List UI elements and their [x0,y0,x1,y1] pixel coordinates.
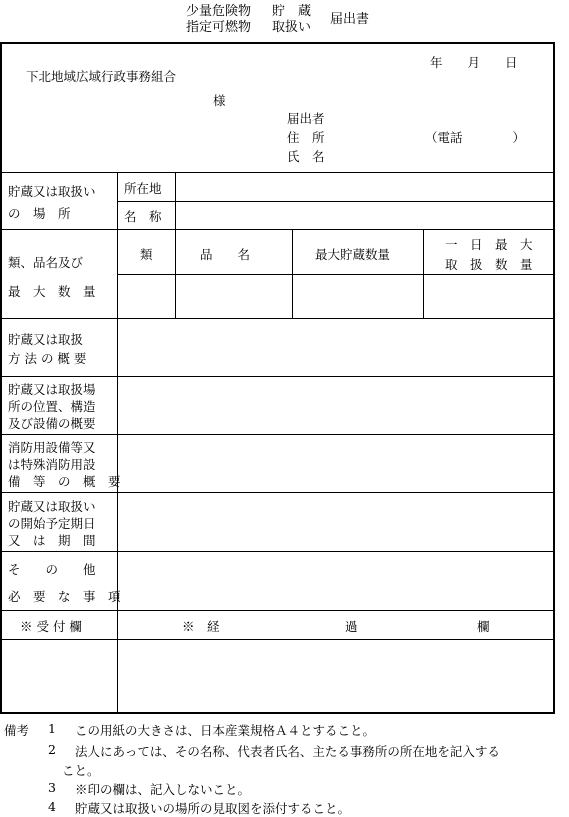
rule-firefighting-bottom [0,492,555,493]
notifier-label: 届出者 [287,111,325,126]
frame-left [0,42,2,714]
note-2-text-b: こと。 [62,763,100,778]
rule-items-bottom [0,318,555,319]
frame-bottom [0,712,555,714]
rule-method-bottom [0,376,555,377]
frame-right [553,42,555,714]
progress-header-mid: 過 [345,619,358,634]
name-label: 氏 名 [287,149,325,164]
items-label-1: 類、品名及び [8,255,84,270]
items-label-2: 最 大 数 量 [8,284,96,299]
location-address-label: 所在地 [124,181,162,196]
title-line1-left: 少量危険物 [186,4,252,19]
col-class-header: 類 [140,247,153,262]
phone-label: （電話 ） [425,130,526,145]
location-label-1: 貯蔵又は取扱い [8,184,96,199]
addressee: 下北地域広域行政事務組合 [26,69,177,84]
note-3-number: 3 [48,780,56,795]
facility-label-1: 貯蔵又は取扱場 [8,382,96,397]
other-label-2: 必 要 な 事 項 [8,589,121,604]
other-label-1: そ の 他 [8,562,96,577]
notes-heading: 備考 [4,723,30,738]
rule-location-mid [117,201,555,202]
facility-label-2: 所の位置、構造 [8,399,96,414]
rule-items-mid [117,274,555,275]
col-daily-max-header-1: 一 日 最 大 [445,237,533,252]
facility-label-3: 及び設備の概要 [8,416,96,431]
note-1-text: この用紙の大きさは、日本産業規格Ａ４とすること。 [75,723,376,738]
start-label-2: の開始予定期日 [8,516,96,531]
start-label-1: 貯蔵又は取扱い [8,499,96,514]
title-line2-mid: 取扱い [272,20,312,35]
rule-items-col3 [423,229,424,319]
rule-label-column [117,172,118,713]
rule-start-bottom [0,551,555,552]
note-2-text-a: 法人にあっては、その名称、代表者氏名、主たる事務所の所在地を記入する [75,744,500,759]
note-4-text: 貯蔵又は取扱いの場所の見取図を添付すること。 [75,801,351,816]
rule-facility-bottom [0,434,555,435]
progress-header-end: 欄 [477,619,490,634]
method-label-1: 貯蔵又は取扱 [8,332,84,347]
rule-header-bottom [0,172,555,173]
location-name-label: 名 称 [124,209,162,224]
col-item-name-header: 品 名 [200,247,251,262]
address-label: 住 所 [287,130,325,145]
note-4-number: 4 [48,799,56,814]
reception-header: ※ 受 付 欄 [20,619,82,634]
note-2-number: 2 [48,742,56,757]
method-label-2: 方 法 の 概 要 [8,351,87,366]
col-daily-max-header-2: 取 扱 数 量 [445,257,533,272]
title-right: 届出書 [330,12,370,27]
rule-location-bottom [0,229,555,230]
firefighting-label-1: 消防用設備等又 [8,440,96,455]
rule-items-col2 [292,229,293,319]
note-3-text: ※印の欄は、記入しないこと。 [75,782,251,797]
title-line2-left: 指定可燃物 [186,20,252,35]
progress-header-start: ※ 経 [182,619,220,634]
location-label-2: の 場 所 [8,206,71,221]
col-max-storage-header: 最大貯蔵数量 [315,247,391,262]
firefighting-label-2: は特殊消防用設 [8,457,96,472]
title-line1-mid: 貯 蔵 [272,4,312,19]
rule-other-bottom [0,610,555,611]
rule-items-col1 [175,229,176,319]
start-label-3: 又 は 期 間 [8,533,96,548]
honorific: 様 [213,93,226,108]
rule-reception-bottom [0,639,555,640]
date-field: 年 月 日 [430,55,518,70]
frame-top [0,42,555,44]
rule-location-subcol [175,172,176,230]
firefighting-label-3: 備 等 の 概 要 [8,474,121,489]
note-1-number: 1 [48,721,56,736]
